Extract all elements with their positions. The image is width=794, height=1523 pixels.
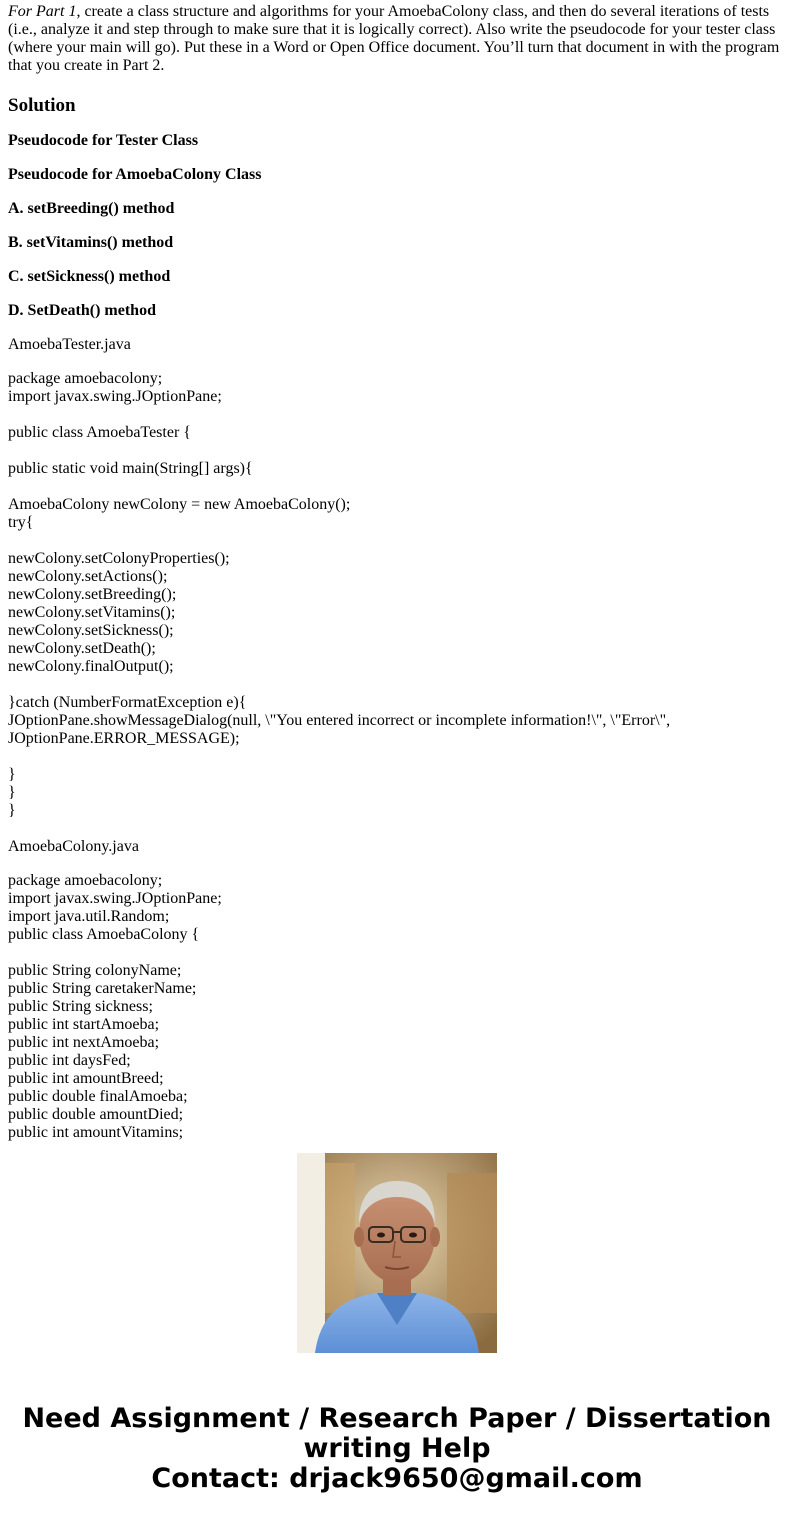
code-line: public class AmoebaTester { [8,424,191,441]
subheading-setdeath: D. SetDeath() method [8,302,156,319]
code-line: newColony.setColonyProperties(); [8,550,230,567]
code-line: import javax.swing.JOptionPane; [8,388,222,405]
code-block [8,496,784,532]
code-line: public String sickness; [8,998,153,1015]
code-line: public int amountVitamins; [8,1124,184,1141]
author-avatar [297,1153,497,1353]
code-block [8,962,784,1142]
code-line: } [8,766,16,783]
subheading-colony-pseudocode: Pseudocode for AmoebaColony Class [8,166,262,183]
footer-promo [0,1150,794,1523]
code-line: public double amountDied; [8,1106,184,1123]
code-line: package amoebacolony; [8,872,163,889]
code-line: public int nextAmoeba; [8,1034,160,1051]
code-block [8,460,784,478]
code-block [8,550,784,676]
code-line: newColony.setBreeding(); [8,586,177,603]
code-line: package amoebacolony; [8,370,163,387]
code-line: newColony.setVitamins(); [8,604,176,621]
code-line: } [8,802,16,819]
subheading-tester-pseudocode: Pseudocode for Tester Class [8,132,199,149]
code-line: import javax.swing.JOptionPane; [8,890,222,907]
code-line: }catch (NumberFormatException e){ [8,694,247,711]
code-line: public String caretakerName; [8,980,197,997]
code-line: public double finalAmoeba; [8,1088,188,1105]
code-line: newColony.setDeath(); [8,640,156,657]
banner-contact: Contact: drjack9650@gmail.com [151,1463,643,1494]
file-name: AmoebaTester.java [8,336,131,353]
code-line: } [8,784,16,801]
code-listings [8,336,784,1142]
subheading-setbreeding: A. setBreeding() method [8,200,175,217]
code-line: public int startAmoeba; [8,1016,160,1033]
code-line: public String colonyName; [8,962,182,979]
subheading-setsickness: C. setSickness() method [8,268,171,285]
code-block [8,766,784,820]
code-line: public class AmoebaColony { [8,926,200,943]
portrait-icon [297,1153,497,1353]
contact-banner [0,1404,794,1494]
code-line: newColony.setActions(); [8,568,168,585]
subheading-setvitamins: B. setVitamins() method [8,234,174,251]
intro-text: , create a class structure and algorithms for your AmoebaColony class, and then do several iterations of tests (i.e., analyze it and step through to make sure that it is logically correct). Also write the pseudocode for your tester class (where your main will go). Put these in a Word or Open Office document. You’ll turn that document in with the program that you create in Part 2. [8,3,780,74]
code-block [8,694,784,748]
banner-line-2: writing Help [303,1433,491,1464]
code-block [8,872,784,944]
code-line: newColony.finalOutput(); [8,658,174,675]
code-block [8,370,784,406]
code-line: AmoebaColony newColony = new AmoebaColony(); [8,496,351,513]
document-content [8,3,784,1141]
solution-heading: Solution [8,95,76,116]
code-line: JOptionPane.showMessageDialog(null, \"You entered incorrect or incomplete information!\", \"Error\", JOptionPane.ERROR_MESSAGE); [8,712,675,747]
intro-paragraph [8,3,784,75]
intro-emphasis: For Part 1 [8,3,77,20]
code-line: public int amountBreed; [8,1070,164,1087]
banner-line-1: Need Assignment / Research Paper / Dissertation [22,1403,772,1434]
code-block [8,424,784,442]
code-line: public static void main(String[] args){ [8,460,253,477]
code-line: try{ [8,514,34,531]
code-line: newColony.setSickness(); [8,622,174,639]
file-name: AmoebaColony.java [8,838,139,855]
code-line: import java.util.Random; [8,908,170,925]
code-line: public int daysFed; [8,1052,131,1069]
